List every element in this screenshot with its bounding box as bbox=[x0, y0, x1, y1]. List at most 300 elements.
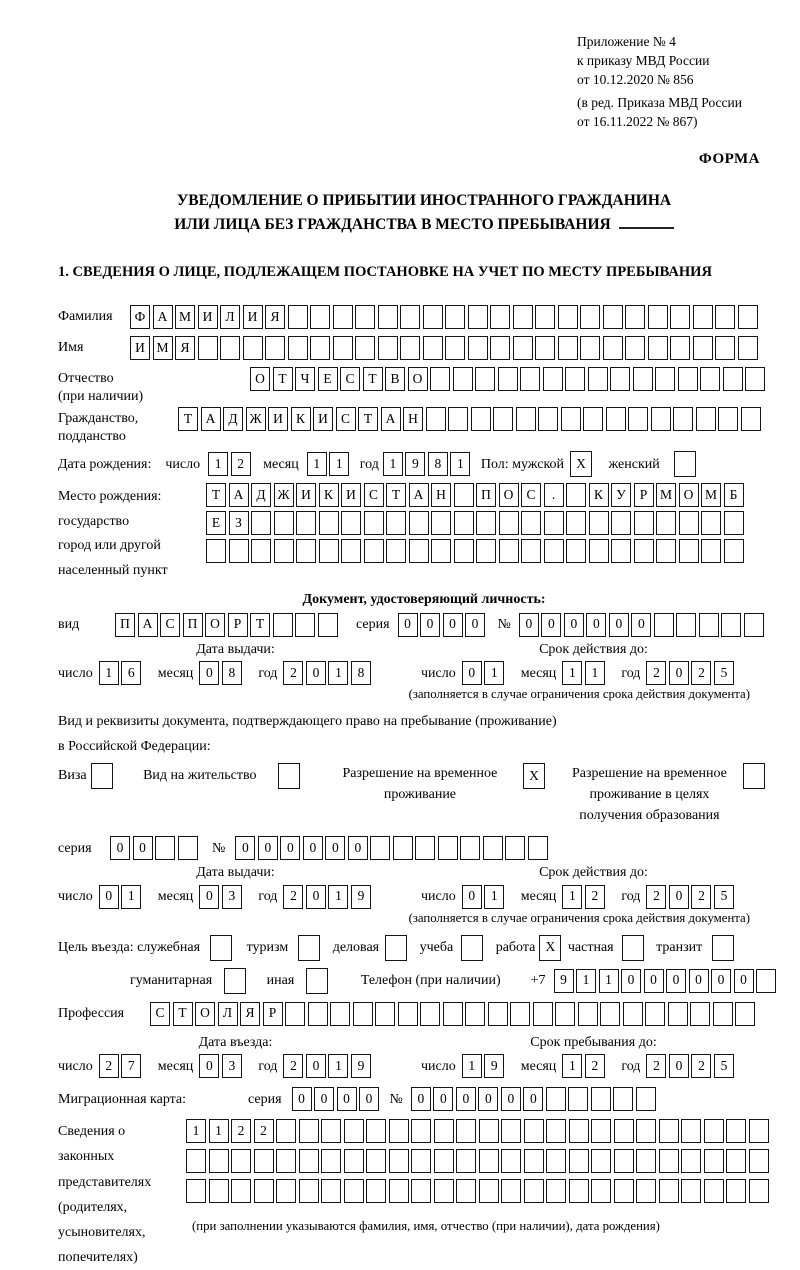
char-box[interactable] bbox=[456, 1179, 476, 1203]
char-box[interactable] bbox=[186, 1179, 206, 1203]
char-box[interactable]: Р bbox=[634, 483, 654, 507]
char-box[interactable]: А bbox=[229, 483, 249, 507]
char-box[interactable] bbox=[520, 367, 540, 391]
char-box[interactable] bbox=[445, 336, 465, 360]
char-box[interactable] bbox=[603, 336, 623, 360]
char-box[interactable] bbox=[726, 1149, 746, 1173]
char-box[interactable] bbox=[355, 305, 375, 329]
char-box[interactable]: Т bbox=[173, 1002, 193, 1026]
char-box[interactable]: 0 bbox=[258, 836, 278, 860]
char-box[interactable] bbox=[636, 1179, 656, 1203]
char-box[interactable]: Я bbox=[240, 1002, 260, 1026]
char-box[interactable] bbox=[318, 613, 338, 637]
char-box[interactable] bbox=[591, 1179, 611, 1203]
char-box[interactable] bbox=[568, 1087, 588, 1111]
char-box[interactable] bbox=[231, 1149, 251, 1173]
char-box[interactable] bbox=[423, 305, 443, 329]
char-box[interactable] bbox=[344, 1119, 364, 1143]
char-box[interactable] bbox=[366, 1179, 386, 1203]
char-box[interactable] bbox=[285, 1002, 305, 1026]
char-box[interactable]: 3 bbox=[222, 885, 242, 909]
char-box[interactable] bbox=[295, 613, 315, 637]
char-box[interactable] bbox=[735, 1002, 755, 1026]
char-box[interactable]: Е bbox=[206, 511, 226, 535]
char-box[interactable]: А bbox=[201, 407, 221, 431]
char-box[interactable] bbox=[713, 1002, 733, 1026]
char-box[interactable]: М bbox=[701, 483, 721, 507]
char-box[interactable] bbox=[251, 511, 271, 535]
char-box[interactable] bbox=[178, 836, 198, 860]
char-box[interactable] bbox=[409, 539, 429, 563]
char-box[interactable] bbox=[533, 1002, 553, 1026]
char-box[interactable] bbox=[738, 336, 758, 360]
char-box[interactable] bbox=[744, 613, 764, 637]
char-box[interactable] bbox=[265, 336, 285, 360]
char-box[interactable]: К bbox=[291, 407, 311, 431]
char-box[interactable] bbox=[186, 1149, 206, 1173]
char-box[interactable]: К bbox=[589, 483, 609, 507]
char-box[interactable]: 0 bbox=[456, 1087, 476, 1111]
char-box[interactable]: 0 bbox=[478, 1087, 498, 1111]
char-box[interactable] bbox=[569, 1179, 589, 1203]
char-box[interactable] bbox=[434, 1179, 454, 1203]
char-box[interactable] bbox=[513, 336, 533, 360]
char-box[interactable] bbox=[745, 367, 765, 391]
char-box[interactable] bbox=[498, 367, 518, 391]
char-box[interactable]: 6 bbox=[121, 661, 141, 685]
char-box[interactable] bbox=[516, 407, 536, 431]
char-box[interactable] bbox=[479, 1119, 499, 1143]
char-box[interactable] bbox=[670, 336, 690, 360]
char-box[interactable] bbox=[254, 1179, 274, 1203]
char-box[interactable] bbox=[741, 407, 761, 431]
char-box[interactable]: О bbox=[250, 367, 270, 391]
char-box[interactable]: 0 bbox=[303, 836, 323, 860]
char-box[interactable]: 0 bbox=[420, 613, 440, 637]
char-box[interactable] bbox=[499, 539, 519, 563]
char-box[interactable]: Ж bbox=[246, 407, 266, 431]
char-box[interactable] bbox=[319, 539, 339, 563]
char-box[interactable] bbox=[749, 1179, 769, 1203]
char-box[interactable] bbox=[210, 935, 232, 961]
char-box[interactable]: 0 bbox=[669, 1054, 689, 1078]
char-box[interactable] bbox=[668, 1002, 688, 1026]
char-box[interactable]: У bbox=[611, 483, 631, 507]
char-box[interactable] bbox=[386, 539, 406, 563]
char-box[interactable]: Д bbox=[223, 407, 243, 431]
char-box[interactable]: Н bbox=[431, 483, 451, 507]
char-box[interactable] bbox=[460, 836, 480, 860]
char-box[interactable]: 0 bbox=[609, 613, 629, 637]
char-box[interactable]: 0 bbox=[199, 661, 219, 685]
char-box[interactable] bbox=[389, 1179, 409, 1203]
char-box[interactable] bbox=[278, 763, 300, 789]
char-box[interactable] bbox=[274, 539, 294, 563]
char-box[interactable] bbox=[656, 539, 676, 563]
char-box[interactable] bbox=[454, 511, 474, 535]
char-box[interactable] bbox=[738, 305, 758, 329]
char-box[interactable] bbox=[589, 539, 609, 563]
char-box[interactable]: Д bbox=[251, 483, 271, 507]
char-box[interactable]: . bbox=[544, 483, 564, 507]
char-box[interactable]: О bbox=[205, 613, 225, 637]
char-box[interactable]: 9 bbox=[484, 1054, 504, 1078]
char-box[interactable]: 0 bbox=[689, 969, 709, 993]
char-box[interactable] bbox=[679, 539, 699, 563]
char-box[interactable] bbox=[393, 836, 413, 860]
char-box[interactable] bbox=[724, 511, 744, 535]
char-box[interactable] bbox=[501, 1119, 521, 1143]
char-box[interactable] bbox=[254, 1149, 274, 1173]
char-box[interactable] bbox=[206, 539, 226, 563]
char-box[interactable]: О bbox=[679, 483, 699, 507]
char-box[interactable]: 0 bbox=[110, 836, 130, 860]
char-box[interactable] bbox=[276, 1179, 296, 1203]
char-box[interactable] bbox=[490, 336, 510, 360]
char-box[interactable]: 7 bbox=[121, 1054, 141, 1078]
char-box[interactable] bbox=[566, 511, 586, 535]
char-box[interactable] bbox=[543, 367, 563, 391]
char-box[interactable]: 1 bbox=[450, 452, 470, 476]
char-box[interactable]: 9 bbox=[351, 1054, 371, 1078]
char-box[interactable]: 1 bbox=[328, 885, 348, 909]
char-box[interactable]: 2 bbox=[99, 1054, 119, 1078]
char-box[interactable]: 0 bbox=[306, 661, 326, 685]
char-box[interactable] bbox=[521, 511, 541, 535]
char-box[interactable]: В bbox=[385, 367, 405, 391]
char-box[interactable] bbox=[341, 539, 361, 563]
char-box[interactable] bbox=[591, 1087, 611, 1111]
char-box[interactable] bbox=[398, 1002, 418, 1026]
char-box[interactable]: 9 bbox=[405, 452, 425, 476]
char-box[interactable] bbox=[501, 1179, 521, 1203]
char-box[interactable]: Т bbox=[250, 613, 270, 637]
char-box[interactable] bbox=[299, 1179, 319, 1203]
char-box[interactable] bbox=[468, 305, 488, 329]
char-box[interactable]: X bbox=[570, 451, 592, 477]
char-box[interactable]: 5 bbox=[714, 661, 734, 685]
char-box[interactable]: 2 bbox=[646, 885, 666, 909]
char-box[interactable]: Т bbox=[273, 367, 293, 391]
char-box[interactable]: 1 bbox=[576, 969, 596, 993]
char-box[interactable]: 0 bbox=[433, 1087, 453, 1111]
char-box[interactable] bbox=[569, 1119, 589, 1143]
char-box[interactable] bbox=[628, 407, 648, 431]
char-box[interactable]: 8 bbox=[428, 452, 448, 476]
char-box[interactable] bbox=[330, 1002, 350, 1026]
char-box[interactable] bbox=[378, 305, 398, 329]
char-box[interactable] bbox=[535, 336, 555, 360]
char-box[interactable] bbox=[479, 1179, 499, 1203]
char-box[interactable] bbox=[333, 336, 353, 360]
char-box[interactable] bbox=[636, 1149, 656, 1173]
char-box[interactable]: А bbox=[153, 305, 173, 329]
char-box[interactable]: 0 bbox=[337, 1087, 357, 1111]
char-box[interactable]: 2 bbox=[283, 1054, 303, 1078]
char-box[interactable]: 1 bbox=[462, 1054, 482, 1078]
char-box[interactable]: 2 bbox=[283, 661, 303, 685]
char-box[interactable] bbox=[420, 1002, 440, 1026]
char-box[interactable]: 1 bbox=[307, 452, 327, 476]
char-box[interactable] bbox=[456, 1149, 476, 1173]
char-box[interactable] bbox=[366, 1119, 386, 1143]
char-box[interactable] bbox=[319, 511, 339, 535]
char-box[interactable]: 1 bbox=[562, 661, 582, 685]
char-box[interactable] bbox=[243, 336, 263, 360]
char-box[interactable]: С bbox=[336, 407, 356, 431]
char-box[interactable] bbox=[453, 367, 473, 391]
char-box[interactable] bbox=[423, 336, 443, 360]
char-box[interactable]: И bbox=[341, 483, 361, 507]
char-box[interactable] bbox=[659, 1149, 679, 1173]
char-box[interactable]: 0 bbox=[292, 1087, 312, 1111]
char-box[interactable] bbox=[756, 969, 776, 993]
char-box[interactable]: 0 bbox=[314, 1087, 334, 1111]
char-box[interactable] bbox=[546, 1119, 566, 1143]
char-box[interactable] bbox=[299, 1119, 319, 1143]
char-box[interactable]: 1 bbox=[484, 661, 504, 685]
char-box[interactable] bbox=[209, 1179, 229, 1203]
char-box[interactable] bbox=[431, 539, 451, 563]
char-box[interactable] bbox=[645, 1002, 665, 1026]
char-box[interactable] bbox=[400, 336, 420, 360]
char-box[interactable] bbox=[681, 1149, 701, 1173]
char-box[interactable]: 1 bbox=[328, 661, 348, 685]
char-box[interactable] bbox=[224, 968, 246, 994]
char-box[interactable] bbox=[468, 336, 488, 360]
char-box[interactable] bbox=[524, 1149, 544, 1173]
char-box[interactable]: 0 bbox=[711, 969, 731, 993]
char-box[interactable] bbox=[411, 1149, 431, 1173]
char-box[interactable]: 0 bbox=[443, 613, 463, 637]
char-box[interactable] bbox=[438, 836, 458, 860]
char-box[interactable] bbox=[296, 511, 316, 535]
char-box[interactable] bbox=[721, 613, 741, 637]
char-box[interactable]: 9 bbox=[554, 969, 574, 993]
char-box[interactable]: Р bbox=[263, 1002, 283, 1026]
char-box[interactable]: Р bbox=[228, 613, 248, 637]
char-box[interactable]: 1 bbox=[208, 452, 228, 476]
char-box[interactable] bbox=[465, 1002, 485, 1026]
char-box[interactable] bbox=[655, 367, 675, 391]
char-box[interactable]: 0 bbox=[411, 1087, 431, 1111]
char-box[interactable]: 0 bbox=[644, 969, 664, 993]
char-box[interactable] bbox=[454, 483, 474, 507]
char-box[interactable] bbox=[558, 336, 578, 360]
char-box[interactable] bbox=[555, 1002, 575, 1026]
char-box[interactable] bbox=[476, 511, 496, 535]
char-box[interactable] bbox=[544, 539, 564, 563]
char-box[interactable] bbox=[274, 511, 294, 535]
char-box[interactable] bbox=[524, 1179, 544, 1203]
char-box[interactable] bbox=[400, 305, 420, 329]
char-box[interactable] bbox=[476, 539, 496, 563]
char-box[interactable] bbox=[355, 336, 375, 360]
char-box[interactable] bbox=[385, 935, 407, 961]
char-box[interactable]: И bbox=[130, 336, 150, 360]
char-box[interactable] bbox=[471, 407, 491, 431]
char-box[interactable]: 0 bbox=[669, 885, 689, 909]
char-box[interactable] bbox=[681, 1119, 701, 1143]
char-box[interactable] bbox=[456, 1119, 476, 1143]
char-box[interactable] bbox=[430, 367, 450, 391]
char-box[interactable] bbox=[411, 1179, 431, 1203]
char-box[interactable] bbox=[251, 539, 271, 563]
char-box[interactable] bbox=[634, 511, 654, 535]
char-box[interactable]: 0 bbox=[734, 969, 754, 993]
char-box[interactable]: И bbox=[268, 407, 288, 431]
char-box[interactable]: 0 bbox=[359, 1087, 379, 1111]
char-box[interactable] bbox=[513, 305, 533, 329]
char-box[interactable] bbox=[389, 1149, 409, 1173]
char-box[interactable]: С bbox=[340, 367, 360, 391]
char-box[interactable] bbox=[321, 1149, 341, 1173]
char-box[interactable]: 0 bbox=[541, 613, 561, 637]
char-box[interactable]: 1 bbox=[383, 452, 403, 476]
char-box[interactable] bbox=[479, 1149, 499, 1173]
char-box[interactable] bbox=[591, 1119, 611, 1143]
char-box[interactable] bbox=[310, 305, 330, 329]
char-box[interactable]: 1 bbox=[484, 885, 504, 909]
char-box[interactable]: И bbox=[243, 305, 263, 329]
char-box[interactable]: 2 bbox=[646, 1054, 666, 1078]
char-box[interactable] bbox=[220, 336, 240, 360]
char-box[interactable]: 0 bbox=[631, 613, 651, 637]
char-box[interactable]: Т bbox=[178, 407, 198, 431]
char-box[interactable] bbox=[589, 511, 609, 535]
char-box[interactable] bbox=[475, 367, 495, 391]
char-box[interactable] bbox=[623, 1002, 643, 1026]
char-box[interactable]: С bbox=[364, 483, 384, 507]
char-box[interactable]: И bbox=[313, 407, 333, 431]
char-box[interactable] bbox=[366, 1149, 386, 1173]
char-box[interactable] bbox=[566, 539, 586, 563]
char-box[interactable] bbox=[633, 367, 653, 391]
char-box[interactable] bbox=[636, 1119, 656, 1143]
char-box[interactable] bbox=[415, 836, 435, 860]
char-box[interactable] bbox=[566, 483, 586, 507]
char-box[interactable] bbox=[310, 336, 330, 360]
char-box[interactable]: 5 bbox=[714, 885, 734, 909]
char-box[interactable] bbox=[600, 1002, 620, 1026]
char-box[interactable]: 0 bbox=[235, 836, 255, 860]
char-box[interactable] bbox=[704, 1179, 724, 1203]
char-box[interactable]: 0 bbox=[199, 885, 219, 909]
char-box[interactable]: 0 bbox=[462, 661, 482, 685]
char-box[interactable] bbox=[445, 305, 465, 329]
char-box[interactable] bbox=[603, 305, 623, 329]
char-box[interactable]: П bbox=[183, 613, 203, 637]
char-box[interactable] bbox=[723, 367, 743, 391]
char-box[interactable]: 8 bbox=[351, 661, 371, 685]
char-box[interactable]: 2 bbox=[691, 1054, 711, 1078]
char-box[interactable] bbox=[510, 1002, 530, 1026]
char-box[interactable] bbox=[648, 305, 668, 329]
char-box[interactable] bbox=[91, 763, 113, 789]
char-box[interactable]: 0 bbox=[306, 1054, 326, 1078]
char-box[interactable]: 0 bbox=[501, 1087, 521, 1111]
char-box[interactable] bbox=[700, 367, 720, 391]
char-box[interactable] bbox=[546, 1087, 566, 1111]
char-box[interactable] bbox=[341, 511, 361, 535]
char-box[interactable] bbox=[483, 836, 503, 860]
char-box[interactable] bbox=[288, 305, 308, 329]
char-box[interactable]: 0 bbox=[133, 836, 153, 860]
char-box[interactable]: Т bbox=[363, 367, 383, 391]
char-box[interactable] bbox=[375, 1002, 395, 1026]
char-box[interactable] bbox=[198, 336, 218, 360]
char-box[interactable] bbox=[606, 407, 626, 431]
char-box[interactable] bbox=[353, 1002, 373, 1026]
char-box[interactable] bbox=[610, 367, 630, 391]
char-box[interactable] bbox=[155, 836, 175, 860]
char-box[interactable] bbox=[299, 1149, 319, 1173]
char-box[interactable] bbox=[625, 336, 645, 360]
char-box[interactable] bbox=[321, 1179, 341, 1203]
char-box[interactable] bbox=[434, 1149, 454, 1173]
char-box[interactable] bbox=[636, 1087, 656, 1111]
char-box[interactable] bbox=[588, 367, 608, 391]
char-box[interactable]: А bbox=[409, 483, 429, 507]
char-box[interactable]: 2 bbox=[231, 452, 251, 476]
char-box[interactable]: 2 bbox=[646, 661, 666, 685]
char-box[interactable] bbox=[344, 1149, 364, 1173]
char-box[interactable]: Н bbox=[403, 407, 423, 431]
char-box[interactable]: Т bbox=[386, 483, 406, 507]
char-box[interactable] bbox=[296, 539, 316, 563]
char-box[interactable] bbox=[558, 305, 578, 329]
char-box[interactable] bbox=[625, 305, 645, 329]
char-box[interactable] bbox=[614, 1149, 634, 1173]
char-box[interactable]: П bbox=[115, 613, 135, 637]
char-box[interactable] bbox=[321, 1119, 341, 1143]
char-box[interactable] bbox=[370, 836, 390, 860]
char-box[interactable] bbox=[701, 511, 721, 535]
char-box[interactable]: Т bbox=[358, 407, 378, 431]
char-box[interactable]: О bbox=[499, 483, 519, 507]
char-box[interactable] bbox=[622, 935, 644, 961]
char-box[interactable]: С bbox=[521, 483, 541, 507]
char-box[interactable] bbox=[659, 1119, 679, 1143]
char-box[interactable] bbox=[411, 1119, 431, 1143]
char-box[interactable]: 1 bbox=[209, 1119, 229, 1143]
char-box[interactable]: 1 bbox=[99, 661, 119, 685]
char-box[interactable]: 0 bbox=[99, 885, 119, 909]
char-box[interactable]: 0 bbox=[325, 836, 345, 860]
char-box[interactable] bbox=[693, 305, 713, 329]
char-box[interactable] bbox=[611, 539, 631, 563]
char-box[interactable] bbox=[656, 511, 676, 535]
char-box[interactable]: 2 bbox=[254, 1119, 274, 1143]
char-box[interactable] bbox=[715, 336, 735, 360]
char-box[interactable]: 0 bbox=[666, 969, 686, 993]
char-box[interactable]: 1 bbox=[121, 885, 141, 909]
char-box[interactable] bbox=[715, 305, 735, 329]
char-box[interactable]: 0 bbox=[280, 836, 300, 860]
char-box[interactable] bbox=[461, 935, 483, 961]
char-box[interactable] bbox=[670, 305, 690, 329]
char-box[interactable] bbox=[693, 336, 713, 360]
char-box[interactable] bbox=[659, 1179, 679, 1203]
char-box[interactable] bbox=[521, 539, 541, 563]
char-box[interactable]: 0 bbox=[564, 613, 584, 637]
char-box[interactable] bbox=[493, 407, 513, 431]
char-box[interactable] bbox=[681, 1179, 701, 1203]
char-box[interactable] bbox=[231, 1179, 251, 1203]
char-box[interactable] bbox=[528, 836, 548, 860]
char-box[interactable] bbox=[611, 511, 631, 535]
char-box[interactable] bbox=[673, 407, 693, 431]
